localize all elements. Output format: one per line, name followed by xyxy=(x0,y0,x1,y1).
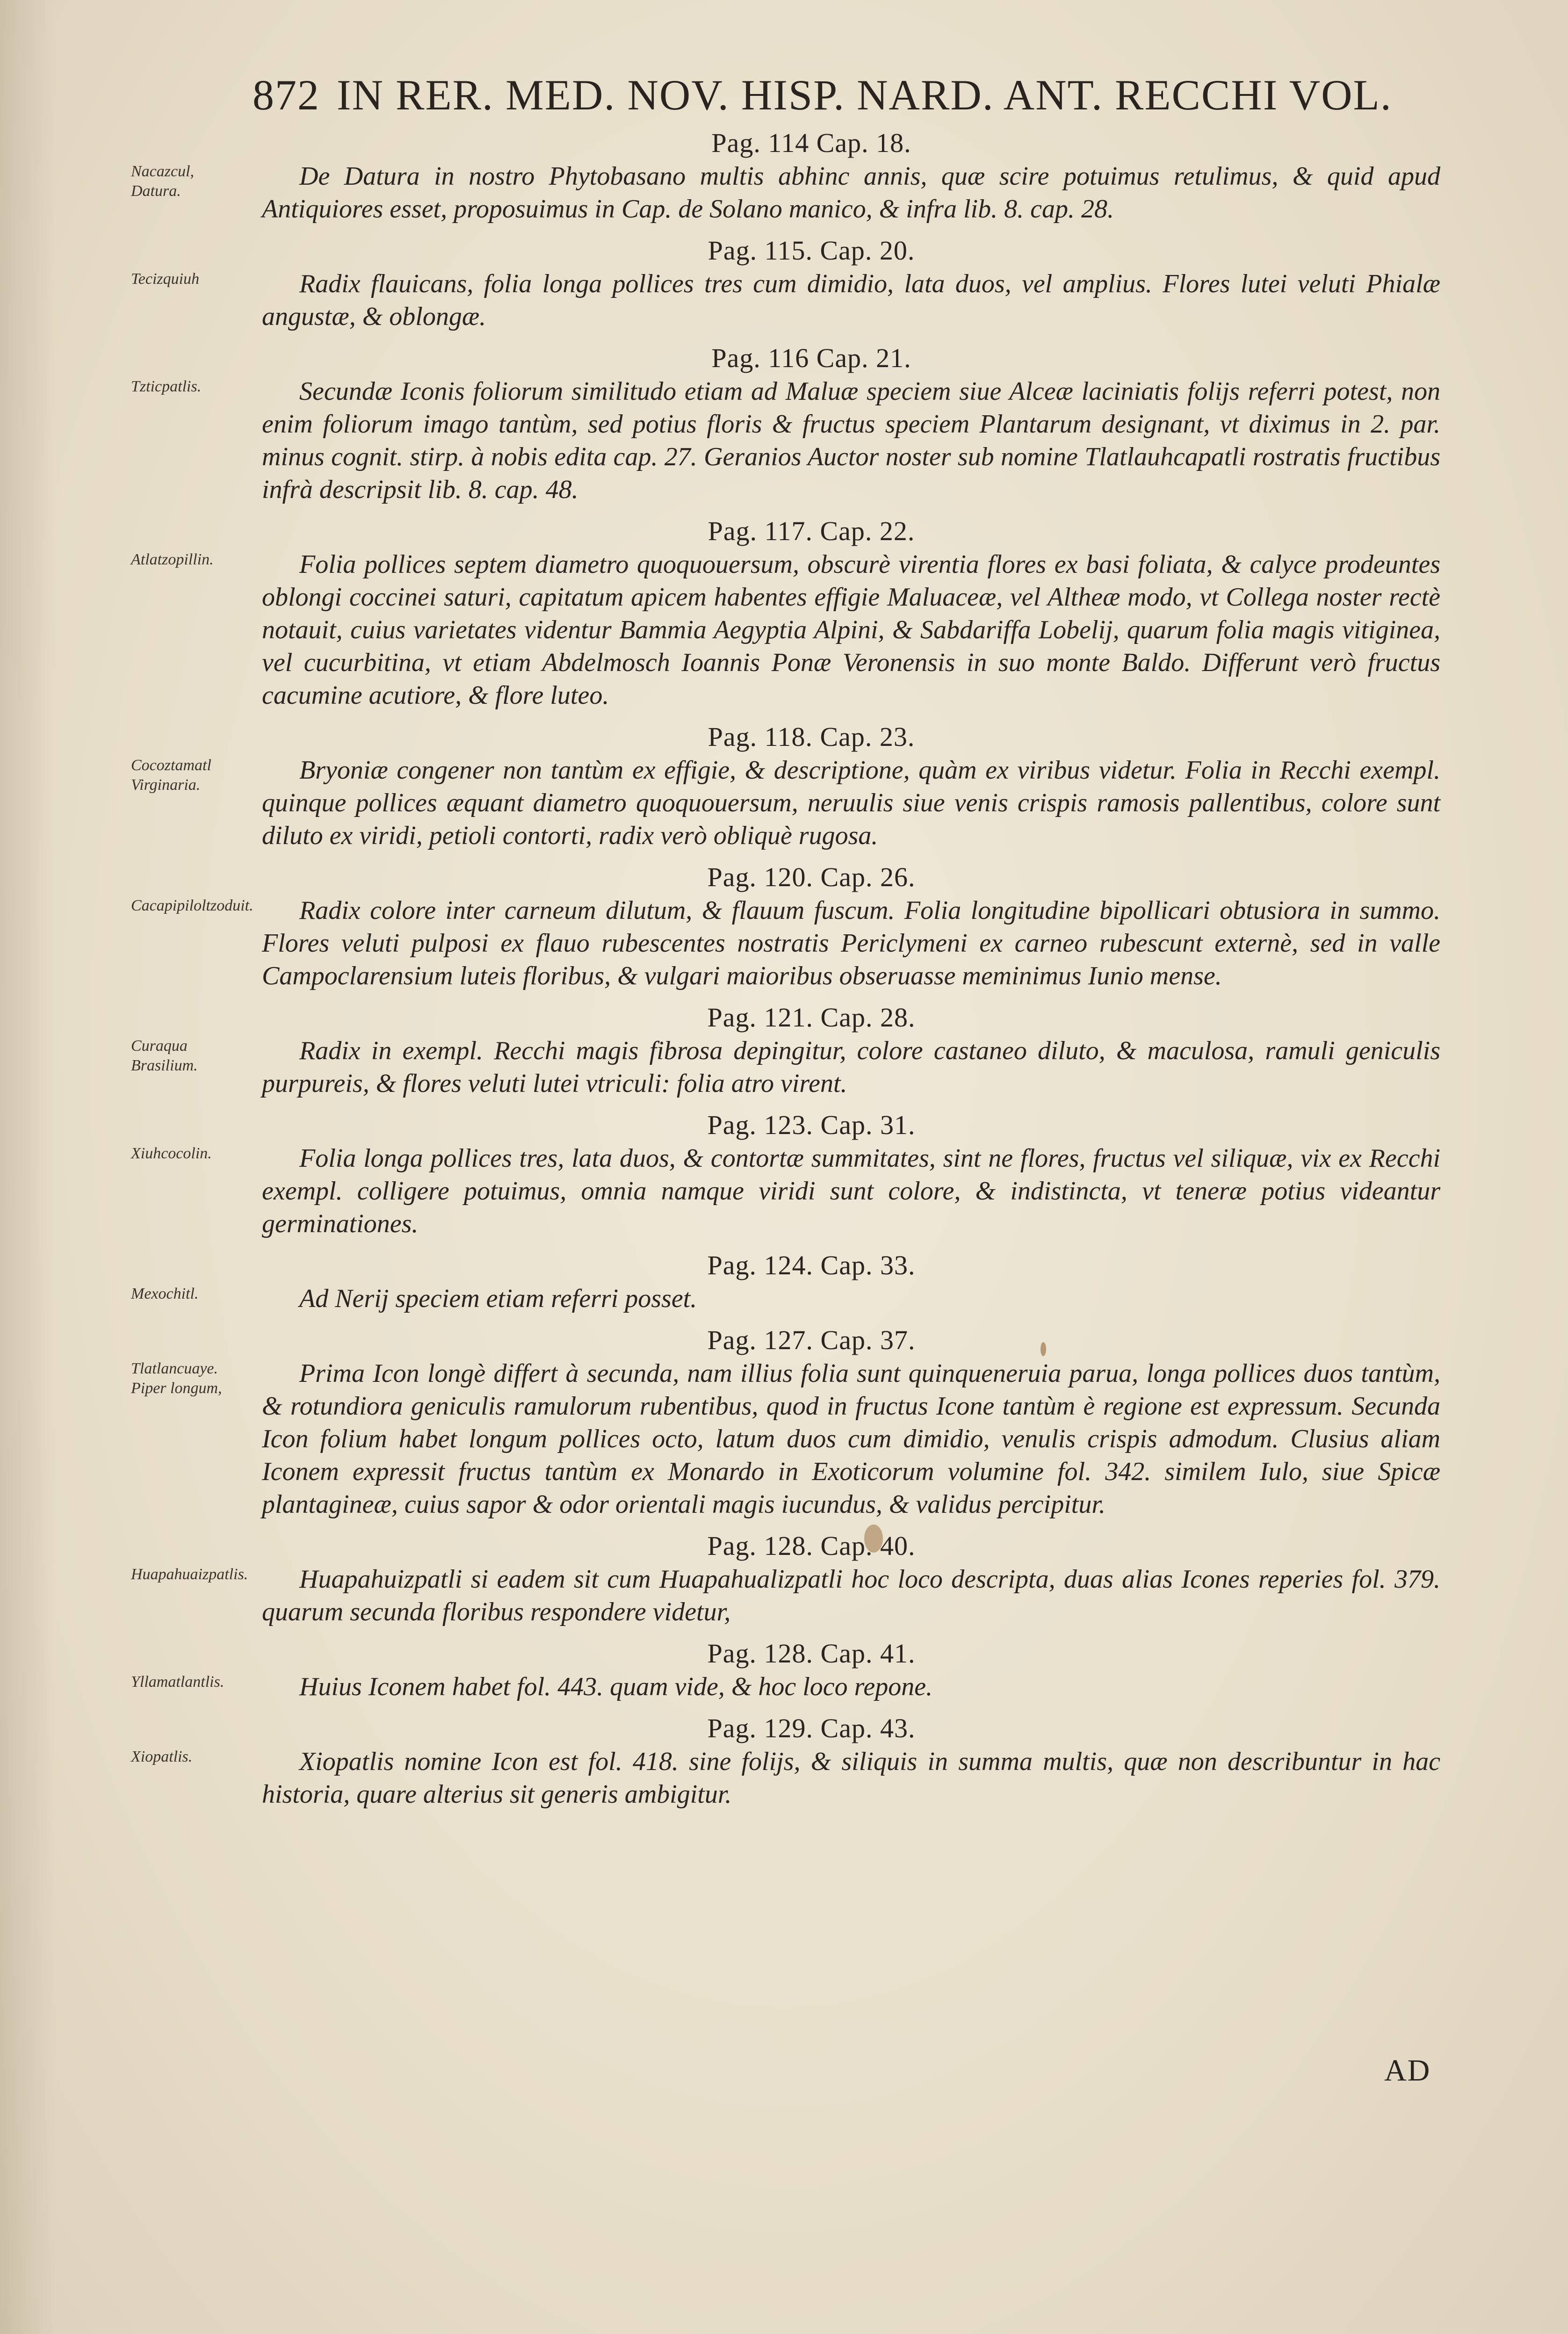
entry-text: Bryoniæ congener non tantùm ex effigie, & descriptione, quàm ex viribus videtur. Folia in Recchi exempl. quinque pollices æquant diametro quoquouersum, neruulis siue venis crispis ramosis pallentibus, colore sunt diluto ex viridi, petioli contorti, radix verò obliquè rugosa. xyxy=(262,756,1440,850)
entry xyxy=(0,860,1568,992)
entry xyxy=(0,1249,1568,1315)
chapter-reference: Pag. 115. Cap. 20. xyxy=(708,235,915,266)
entry-text: Radix flauicans, folia longa pollices tres cum dimidio, lata duos, vel amplius. Flores lutei veluti Phialæ angustæ, & oblongæ. xyxy=(262,269,1440,331)
entry xyxy=(0,720,1568,852)
marginal-note: Tzticpatlis. xyxy=(131,378,202,395)
page-number: 872 xyxy=(253,71,320,119)
marginal-note: Tecizquiuh xyxy=(131,270,200,288)
entry xyxy=(0,1712,1568,1811)
entries-list xyxy=(0,126,1568,1819)
ink-stain xyxy=(1041,1342,1046,1356)
entry-text: Radix in exempl. Recchi magis fibrosa depingitur, colore castaneo diluto, & maculosa, ramuli geniculis purpureis, & flores veluti lutei vtriculi: folia atro virent. xyxy=(262,1036,1440,1098)
entry xyxy=(0,1323,1568,1521)
entry-text: Huapahuizpatli si eadem sit cum Huapahualizpatli hoc loco descripta, duas alias Icones reperies fol. 379. quarum secunda floribus respondere videtur, xyxy=(262,1565,1440,1626)
ink-stain xyxy=(864,1525,883,1553)
marginal-note: Cacapipiloltzoduit. xyxy=(131,897,253,914)
entry-text: Ad Nerij speciem etiam referri posset. xyxy=(299,1284,697,1313)
chapter-reference: Pag. 124. Cap. 33. xyxy=(707,1250,916,1280)
chapter-reference: Pag. 114 Cap. 18. xyxy=(711,128,911,158)
entry xyxy=(0,234,1568,333)
running-header xyxy=(253,70,1392,120)
marginal-note: Xiopatlis. xyxy=(131,1748,193,1765)
entry xyxy=(0,1001,1568,1100)
entry-text: Prima Icon longè differt à secunda, nam illius folia sunt quinqueneruia parua, longa pollices duos tantùm, & rotundiora geniculis ramulorum rubentibus, quod in fructus Icone tantùm è regione est expressum. Secunda Icon folium habet longum pollices octo, latum duos cum dimidio, venulis crispis admodum. Clusius aliam Iconem expressit fructus tantùm ex Monardo in Exoticorum volumine fol. 342. similem Iulo, siue Spicæ plantagineæ, cuius sapor & odor orientali magis iucundus, & validus percipitur. xyxy=(262,1359,1440,1519)
entry-text: Radix colore inter carneum dilutum, & flauum fuscum. Folia longitudine bipollicari obtusiora in summo. Flores veluti pulposi ex flauo rubescentes nostratis Periclymeni ex carneo rubescunt externè, sed in valle Campoclarensium luteis floribus, & vulgari maioribus obseruasse meminimus Iunio mense. xyxy=(262,896,1440,990)
entry xyxy=(0,341,1568,506)
chapter-reference: Pag. 120. Cap. 26. xyxy=(707,862,916,892)
chapter-reference: Pag. 117. Cap. 22. xyxy=(708,516,915,546)
marginal-note: Atlatzopillin. xyxy=(131,551,214,568)
entry-text: Folia longa pollices tres, lata duos, & contortæ summitates, sint ne flores, fructus vel siliquæ, vix ex Recchi exempl. colligere potuimus, omnia namque viridi sunt colore, & indistincta, vt teneræ potius videantur germinationes. xyxy=(262,1144,1440,1238)
entry xyxy=(0,1637,1568,1703)
entry xyxy=(0,1108,1568,1240)
chapter-reference: Pag. 121. Cap. 28. xyxy=(707,1002,916,1033)
entry xyxy=(0,514,1568,712)
marginal-note: Xiuhcocolin. xyxy=(131,1145,212,1162)
chapter-reference: Pag. 123. Cap. 31. xyxy=(707,1110,916,1140)
marginal-note: Yllamatlantlis. xyxy=(131,1673,224,1691)
chapter-reference: Pag. 116 Cap. 21. xyxy=(711,343,911,373)
marginal-note: Huapahuaizpatlis. xyxy=(131,1566,248,1583)
marginal-note: Tlatlancuaye. Piper longum, xyxy=(131,1360,222,1397)
entry-text: Huius Iconem habet fol. 443. quam vide, & hoc loco repone. xyxy=(299,1672,933,1701)
entry xyxy=(0,1529,1568,1628)
entry-text: De Datura in nostro Phytobasano multis abhinc annis, quæ scire potuimus retulimus, & quid apud Antiquiores esset, proposuimus in Cap. de Solano manico, & infra lib. 8. cap. 28. xyxy=(262,162,1440,224)
chapter-reference: Pag. 129. Cap. 43. xyxy=(707,1713,916,1743)
entry xyxy=(0,126,1568,225)
running-title: IN RER. MED. NOV. HISP. NARD. ANT. RECCHI VOL. xyxy=(337,71,1392,119)
chapter-reference: Pag. 118. Cap. 23. xyxy=(708,722,915,752)
chapter-reference: Pag. 128. Cap. 41. xyxy=(707,1638,916,1669)
entry-text: Xiopatlis nomine Icon est fol. 418. sine folijs, & siliquis in summa multis, quæ non describuntur in hac historia, quare alterius sit generis ambigitur. xyxy=(262,1747,1440,1809)
chapter-reference: Pag. 128. Cap. 40. xyxy=(707,1531,916,1561)
entry-text: Folia pollices septem diametro quoquouersum, obscurè virentia flores ex basi foliata, & calyce prodeuntes oblongi coccinei saturi, capitatum apicem habentes effigie Maluaceæ, vel Altheæ modo, vt Collega noster rectè notauit, cuius varietates videntur Bammia Aegyptia Alpini, & Sabdariffa Lobelij, quarum folia magis vitiginea, vel cucurbitina, vt etiam Abdelmosch Ioannis Ponæ Veronensis in suo monte Baldo. Differunt verò fructus cacumine acutiore, & flore luteo. xyxy=(262,550,1440,710)
chapter-reference: Pag. 127. Cap. 37. xyxy=(707,1325,916,1355)
marginal-note: Mexochitl. xyxy=(131,1285,199,1302)
marginal-note: Nacazcul, Datura. xyxy=(131,163,195,200)
marginal-note: Cocoztamatl Virginaria. xyxy=(131,757,211,794)
catchword: AD xyxy=(1384,2053,1431,2088)
entry-text: Secundæ Iconis foliorum similitudo etiam ad Maluæ speciem siue Alceæ laciniatis folijs referri potest, non enim foliorum imago tantùm, sed potius floris & fructus speciem Plantarum designant, vt diximus in 2. par. minus cognit. stirp. à nobis edita cap. 27. Geranios Auctor noster sub nomine Tlatlauhcapatli rostratis fructibus infrà descripsit lib. 8. cap. 48. xyxy=(262,377,1440,504)
marginal-note: Curaqua Brasilium. xyxy=(131,1037,198,1074)
